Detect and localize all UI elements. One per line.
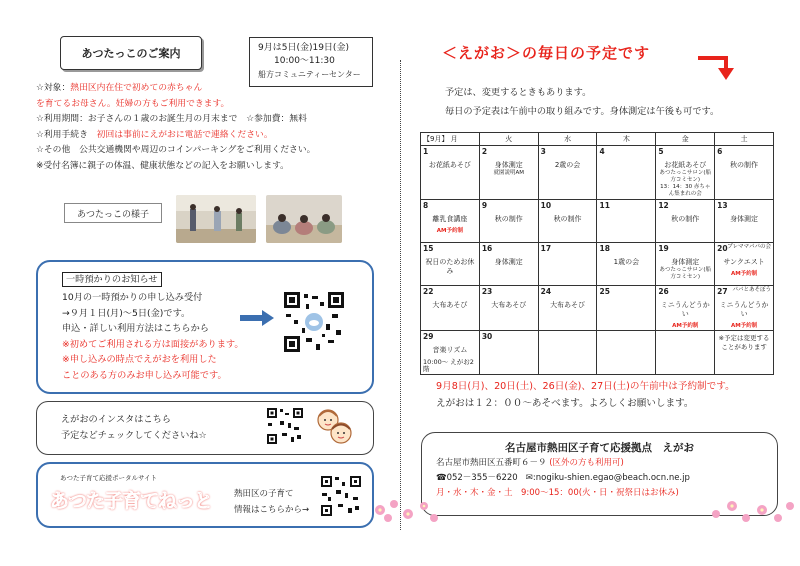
calendar-day-event: 音楽リズム <box>432 346 468 354</box>
calendar-day-number: 5 <box>658 147 664 156</box>
schedule-note: 毎日の予定表は午前中の取り組みです。身体測定は午後も可です。 <box>445 106 720 117</box>
calendar-day-cell <box>538 243 597 286</box>
calendar-day-subnote: 13：14：30 赤ちゃん集まれの会 <box>660 184 711 197</box>
calendar-day-number: 30 <box>481 332 493 341</box>
calendar-header-cell: 金 <box>656 133 715 146</box>
calendar-day-number: 4 <box>599 147 605 156</box>
center-hours: 月・水・木・金・土 9:00～15：00(火・日・祝祭日はお休み) <box>436 488 679 498</box>
calendar-day-cell <box>479 200 538 243</box>
calendar-day-cell <box>715 146 774 200</box>
calendar-day-number: 3 <box>540 147 546 156</box>
calendar-day-reservation: AM予約制 <box>672 323 699 329</box>
portal-line: 情報はこちらから→ <box>234 505 310 515</box>
calendar-day-cell <box>597 243 656 286</box>
info-title <box>60 36 202 70</box>
calendar-day-cell <box>421 146 480 200</box>
calendar-day-cell <box>479 331 538 375</box>
calendar-day-event: ミニうんどうかい <box>660 301 710 318</box>
calendar-day-number: 16 <box>481 244 493 253</box>
calendar-day-event: 秋の制作 <box>494 215 523 223</box>
schedule-title: ＜えがお＞の毎日の予定です <box>442 44 651 62</box>
center-address-note: (区外の方も利用可) <box>549 458 624 468</box>
center-address-line <box>436 456 777 471</box>
center-email[interactable]: ✉:nogiku-shien.egao@beach.ocn.ne.jp <box>525 473 690 483</box>
calendar-day-event: 離乳食講座 <box>432 215 468 223</box>
calendar-day-event: お花紙あそび <box>428 161 471 169</box>
intro-line: を育てるお母さん。妊婦の方もご利用できます。 <box>36 98 230 109</box>
calendar-day-event: お花紙あそび <box>664 161 707 169</box>
calendar-body <box>421 146 774 375</box>
intro-line: ☆利用期間：お子さんの１歳のお誕生月の月末まで ☆参加費：無料 <box>36 114 307 124</box>
reservation-line: えがおは１２：００～あそべます。よろしくお願いします。 <box>436 398 694 409</box>
calendar-day-cell <box>656 146 715 200</box>
portal-logo[interactable]: あつた子育てねっと <box>50 490 213 512</box>
notice-line: →９月１日(月)～5日(金)です。 <box>62 307 191 319</box>
schedule-note: 予定は、変更するときもあります。 <box>445 87 592 98</box>
calendar-day-number: 1 <box>423 147 429 156</box>
info-title-text: あつたっこのご案内 <box>81 47 181 60</box>
calendar-day-event: 身体測定 <box>730 215 759 223</box>
calendar-day-number: 19 <box>658 244 669 253</box>
calendar-day-event: 秋の制作 <box>730 161 759 169</box>
calendar-day-cell <box>656 286 715 331</box>
calendar-day-number: 12 <box>658 201 669 210</box>
calendar-day-cell <box>656 331 715 375</box>
calendar-day-reservation: AM予約制 <box>730 271 758 277</box>
center-name: 名古屋市熱田区子育て応援拠点 えがお <box>505 442 694 454</box>
calendar-day-number: 15 <box>423 244 434 253</box>
calendar-header-cell: 火 <box>479 133 538 146</box>
calendar-day-number: 9 <box>481 201 488 210</box>
calendar-day-subnote: 就園説明AM <box>493 170 524 176</box>
calendar-day-cell <box>538 200 597 243</box>
calendar-day-number: 18 <box>599 244 610 253</box>
flower-decoration-icon <box>706 496 796 528</box>
calendar-day-event: 2歳の会 <box>554 161 581 169</box>
calendar-day-cell <box>715 286 774 331</box>
calendar-day-cell <box>421 286 480 331</box>
calendar-week-row <box>421 243 774 286</box>
notice-heading: 一時預かりのお知らせ <box>62 272 162 287</box>
calendar-day-cell <box>538 146 597 200</box>
calendar-day-number: 20 <box>717 244 728 253</box>
calendar-day-cell <box>715 243 774 286</box>
calendar-day-number: 17 <box>540 244 552 253</box>
notice-line: 申込・詳しい利用方法はこちらから <box>62 323 209 335</box>
portal-lines <box>234 486 309 518</box>
calendar-day-cell <box>597 200 656 243</box>
calendar-day-event: 大布あそび <box>491 301 527 309</box>
calendar-header-cell: 木 <box>597 133 656 146</box>
calendar-day-number: 10 <box>540 201 552 210</box>
calendar-day-top-note: パパとあそぼう <box>732 287 771 293</box>
notice-red-line: ことのある方のみお申し込み可能です。 <box>62 369 227 381</box>
calendar-day-cell <box>656 200 715 243</box>
calendar-day-number: 29 <box>423 332 434 341</box>
calendar-day-event: ミニうんどうかい <box>719 301 769 318</box>
calendar-day-number: 26 <box>658 287 669 296</box>
calendar-day-event: 秋の制作 <box>553 215 582 223</box>
center-address: 名古屋市熱田区五番町６－９ <box>436 458 547 468</box>
schedule-dates: 9月は5日(金)19日(金) <box>258 43 349 53</box>
intro-line: ☆対象：熱田区内在住で初めての赤ちゃん <box>36 83 203 93</box>
calendar-day-number: 23 <box>481 287 493 296</box>
state-tag <box>64 203 162 223</box>
intro-line: ※受付名簿に親子の体温、健康状態などの記入をお願いします。 <box>36 160 289 171</box>
calendar-header-row <box>421 133 774 146</box>
flower-decoration-icon <box>368 494 448 528</box>
schedule-box <box>249 37 373 87</box>
calendar-day-subnote: あつたっこサロン(船方コミセン) <box>659 267 712 280</box>
center-phone[interactable]: ☎052－355－6220 <box>436 473 518 483</box>
calendar-day-event: 身体測定 <box>671 258 700 266</box>
arrow-down-icon <box>696 52 736 82</box>
photo-activity-2 <box>266 195 342 243</box>
calendar-table <box>420 132 774 375</box>
notice-line: 10月の一時預かりの申し込み受付 <box>62 292 203 303</box>
calendar-day-cell <box>597 331 656 375</box>
portal-box <box>36 462 374 528</box>
calendar-day-cell <box>538 286 597 331</box>
calendar-day-cell <box>597 146 656 200</box>
arrow-right-icon <box>240 310 274 326</box>
calendar-day-cell <box>421 331 480 375</box>
intro-line: ☆利用手続き 初回は事前にえがおに電話で連絡ください。 <box>36 129 273 140</box>
children-illustration-icon <box>314 406 354 448</box>
calendar-day-reservation: AM予約制 <box>730 323 758 329</box>
insta-line: 予定などチェックしてくださいね☆ <box>61 430 207 441</box>
insta-line: えがおのインスタはこちら <box>61 414 171 425</box>
portal-qr-icon[interactable] <box>320 475 362 517</box>
calendar-day-event: 身体測定 <box>494 161 523 169</box>
calendar-day-number: 13 <box>717 201 728 210</box>
calendar-day-event: 身体測定 <box>494 258 523 266</box>
calendar-day-cell <box>715 200 774 243</box>
calendar-day-event: 秋の制作 <box>671 215 700 223</box>
schedule-time: 10:00～11:30 <box>274 56 335 66</box>
calendar-day-cell <box>656 243 715 286</box>
calendar-day-event: 祝日のためお休み <box>425 258 475 275</box>
calendar-day-cell <box>479 286 538 331</box>
calendar-day-cell <box>538 331 597 375</box>
calendar-week-row <box>421 286 774 331</box>
intro-target: 熱田区内在住で初めての赤ちゃん <box>70 83 203 93</box>
calendar-header-cell: 土 <box>715 133 774 146</box>
calendar-day-number: 24 <box>540 287 552 296</box>
notice-red-line: ※申し込みの時点でえがおを利用した <box>62 354 217 366</box>
calendar-day-number: 8 <box>423 201 429 210</box>
calendar-day-number: 25 <box>599 287 610 296</box>
notice-red-line: ※初めてご利用される方は面接があります。 <box>62 338 244 350</box>
schedule-venue: 船方コミュニティーセンター <box>258 70 361 79</box>
calendar-day-event: 1歳の会 <box>613 258 640 266</box>
calendar-day-subnote: あつたっこサロン(船方コミセン) <box>659 170 712 183</box>
calendar-day-top-note: プレママパパの会 <box>727 244 771 250</box>
calendar-day-cell <box>715 331 774 375</box>
calendar-day-event: ※予定は変更することがあります <box>718 334 770 351</box>
calendar-week-row <box>421 331 774 375</box>
calendar-day-event: サンクエスト <box>723 258 765 266</box>
state-tag-label: あつたっこの様子 <box>76 209 149 220</box>
calendar-week-row <box>421 146 774 200</box>
intro-procedure: 初回は事前にえがおに電話で連絡ください。 <box>96 129 273 140</box>
center-contact-line <box>436 471 777 486</box>
qr-code-icon[interactable] <box>282 290 346 354</box>
calendar-day-cell <box>597 286 656 331</box>
calendar-day-reservation: AM予約制 <box>436 228 464 234</box>
calendar-day-subnote: 10:00～ えがお2階 <box>423 358 474 373</box>
calendar-day-cell <box>479 146 538 200</box>
instagram-qr-icon[interactable] <box>266 407 304 445</box>
calendar-day-event: 大布あそび <box>550 301 586 309</box>
calendar-day-cell <box>421 243 480 286</box>
calendar-day-cell <box>479 243 538 286</box>
reservation-notes <box>436 378 735 412</box>
calendar-day-cell <box>421 200 480 243</box>
calendar-day-number: 27 <box>717 287 728 296</box>
calendar-day-number: 11 <box>599 201 610 210</box>
calendar-header-cell: 水 <box>538 133 597 146</box>
calendar-day-number: 6 <box>717 147 723 156</box>
intro-line: ☆その他 公共交通機関や周辺のコインパーキングをご利用ください。 <box>36 145 316 155</box>
calendar-header-cell: 【9月】 月 <box>421 133 480 146</box>
photo-activity-1 <box>176 195 256 243</box>
calendar-day-event: 大布あそび <box>432 301 468 309</box>
reservation-line: 9月8日(月)、20日(土)、26日(金)、27日(土)の午前中は予約制です。 <box>436 381 735 392</box>
calendar-week-row <box>421 200 774 243</box>
intro-text <box>36 81 396 174</box>
portal-line: 熱田区の子育て <box>234 489 294 499</box>
calendar-day-number: 22 <box>423 287 434 296</box>
portal-small-label: あつた子育て応援ポータルサイト <box>60 474 158 482</box>
calendar-day-number: 2 <box>481 147 488 156</box>
schedule-notes <box>445 83 719 121</box>
column-divider <box>400 60 401 530</box>
